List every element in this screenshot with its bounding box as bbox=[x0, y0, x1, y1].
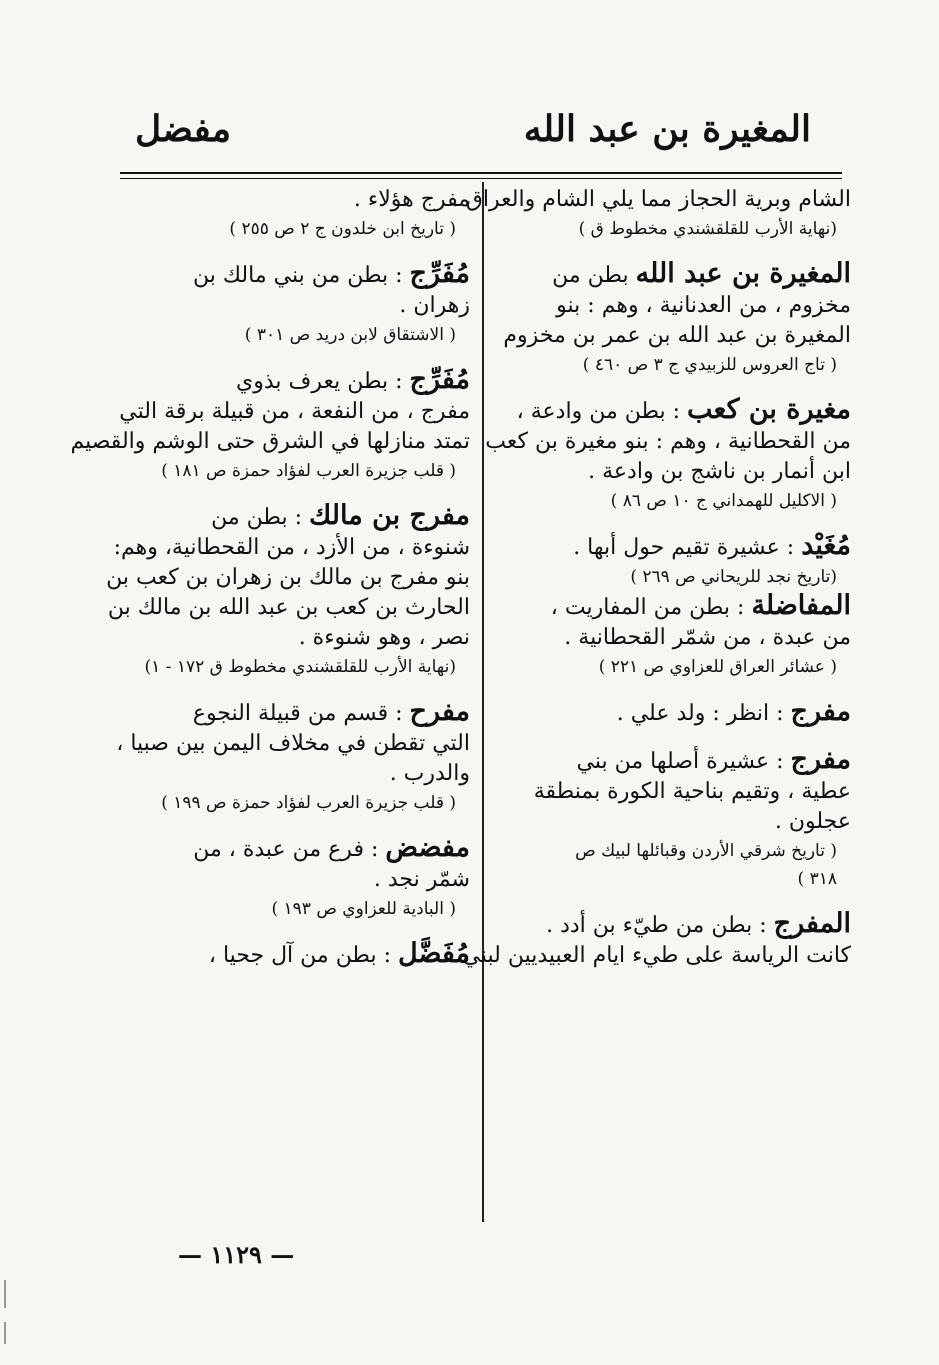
source-citation: ( عشائر العراق للعزاوي ص ٢٢١ ) bbox=[598, 657, 837, 677]
scan-edge-mark bbox=[4, 1280, 6, 1308]
spacer bbox=[120, 485, 470, 501]
spacer bbox=[501, 893, 851, 909]
entry-line bbox=[501, 697, 851, 729]
entry-headword: مفرج bbox=[790, 696, 851, 727]
entry-line bbox=[501, 531, 851, 563]
entry-text: : بطن من بني مالك بن bbox=[193, 263, 403, 288]
entry-text: : بطن من المفاريت ، bbox=[550, 595, 745, 620]
entry-line bbox=[501, 909, 851, 941]
spacer bbox=[120, 923, 470, 939]
text-line: الحارث بن كعب بن عبد الله بن مالك بن bbox=[107, 595, 470, 620]
text-line: عطية ، وتقيم بناحية الكورة بمنطقة bbox=[533, 779, 851, 804]
source-citation: ( الاكليل للهمداني ج ١٠ ص ٨٦ ) bbox=[610, 491, 837, 511]
source-citation: ( قلب جزيرة العرب لفؤاد حمزة ص ١٩٩ ) bbox=[161, 793, 456, 813]
entry-text: : بطن من طيّء بن أدد . bbox=[546, 913, 767, 938]
header-rule-thin bbox=[120, 178, 842, 179]
entry-headword: مُغَيْد bbox=[801, 530, 851, 561]
right-column bbox=[451, 185, 851, 971]
spacer bbox=[501, 515, 851, 531]
text-line: المغيرة بن عبد الله بن عمر بن مخزوم bbox=[503, 323, 851, 348]
entry-line bbox=[501, 395, 851, 427]
text-line: مفرج ، من النفعة ، من قبيلة برقة التي bbox=[119, 399, 470, 424]
entry-headword: المفاضلة bbox=[751, 590, 851, 621]
text-line: بنو مفرج بن مالك بن زهران بن كعب بن bbox=[106, 565, 470, 590]
spacer bbox=[501, 379, 851, 395]
entry-headword: مغيرة بن كعب bbox=[687, 394, 851, 425]
entry-line bbox=[120, 697, 470, 729]
source-citation: (نهاية الأرب للقلقشندي مخطوط ق ) bbox=[578, 219, 837, 239]
entry-headword: المفرج bbox=[773, 908, 851, 939]
entry-text: : فرع من عبدة ، من bbox=[193, 837, 379, 862]
source-citation: ٣١٨ ) bbox=[797, 869, 837, 889]
entry-line bbox=[501, 591, 851, 623]
entry-text: : عشيرة أصلها من بني bbox=[576, 749, 784, 774]
entry-text: : قسم من قبيلة النجوع bbox=[192, 701, 403, 726]
running-head-right: المغيرة بن عبد الله bbox=[523, 108, 811, 150]
entry-text: : بطن من آل جحيا ، bbox=[208, 943, 392, 968]
entry-headword: مفضض bbox=[385, 832, 470, 863]
source-citation: ( تاريخ شرقي الأردن وقبائلها لبيك ص bbox=[575, 841, 837, 861]
left-column bbox=[70, 185, 470, 971]
text-line: عجلون . bbox=[774, 809, 851, 834]
source-citation: (تاريخ نجد للريحاني ص ٢٦٩ ) bbox=[630, 567, 837, 587]
text-line: التي تقطن في مخلاف اليمن بين صبيا ، bbox=[116, 731, 470, 756]
entry-line bbox=[120, 365, 470, 397]
text-line: من القحطانية ، وهم : بنو مغيرة بن كعب bbox=[485, 429, 851, 454]
spacer bbox=[120, 681, 470, 697]
spacer bbox=[501, 243, 851, 259]
entry-headword: مفرج بن مالك bbox=[309, 500, 470, 531]
text-line: ابن أنمار بن ناشج بن وادعة . bbox=[588, 459, 851, 484]
source-citation: ( قلب جزيرة العرب لفؤاد حمزة ص ١٨١ ) bbox=[161, 461, 456, 481]
source-citation: ( تاج العروس للزبيدي ج ٣ ص ٤٦٠ ) bbox=[582, 355, 837, 375]
entry-line bbox=[120, 501, 470, 533]
source-citation: ( تاريخ ابن خلدون ج ٢ ص ٢٥٥ ) bbox=[229, 219, 456, 239]
text-line: شنوءة ، من الأزد ، من القحطانية، وهم: bbox=[113, 535, 470, 560]
source-citation: (نهاية الأرب للقلقشندي مخطوط ق ١٧٢ - ١) bbox=[144, 657, 456, 677]
header-rule-thick bbox=[120, 172, 842, 174]
spacer bbox=[120, 817, 470, 833]
text-line: مفرج هؤلاء . bbox=[353, 187, 470, 212]
entry-line bbox=[501, 259, 851, 291]
entry-headword: مفرح bbox=[409, 696, 470, 727]
scan-edge-mark bbox=[4, 1322, 6, 1344]
text-line: من عبدة ، من شمّر القحطانية . bbox=[564, 625, 851, 650]
spacer bbox=[501, 729, 851, 745]
spacer bbox=[120, 349, 470, 365]
entry-headword: مُفَضَّل bbox=[398, 938, 470, 969]
entry-text: : عشيرة تقيم حول أبها . bbox=[573, 535, 795, 560]
entry-text: : بطن يعرف بذوي bbox=[236, 369, 403, 394]
entry-line bbox=[501, 745, 851, 777]
entry-line bbox=[120, 939, 470, 971]
text-line: والدرب . bbox=[389, 761, 470, 786]
page-number: — ١١٢٩ — bbox=[178, 1240, 295, 1269]
entry-line bbox=[120, 833, 470, 865]
source-citation: ( البادية للعزاوي ص ١٩٣ ) bbox=[271, 899, 456, 919]
text-line: شمّر نجد . bbox=[373, 867, 470, 892]
entry-headword: مُفَرِّج bbox=[409, 258, 470, 289]
text-line: زهران . bbox=[399, 293, 470, 318]
entry-text: : بطن من bbox=[211, 505, 302, 530]
column-divider bbox=[482, 182, 484, 1222]
text-line: مخزوم ، من العدنانية ، وهم : بنو bbox=[556, 293, 851, 318]
text-line: نصر ، وهو شنوءة . bbox=[298, 625, 470, 650]
entry-line bbox=[120, 259, 470, 291]
entry-headword: مُفَرِّج bbox=[409, 364, 470, 395]
entry-text: : بطن من وادعة ، bbox=[516, 399, 681, 424]
spacer bbox=[120, 243, 470, 259]
entry-headword: المغيرة بن عبد الله bbox=[635, 258, 851, 289]
text-line: كانت الرياسة على طيء ايام العبيديين لبني bbox=[462, 943, 851, 968]
spacer bbox=[501, 681, 851, 697]
entry-text: بطن من bbox=[552, 263, 629, 288]
text-line: الشام وبرية الحجاز مما يلي الشام والعراق . bbox=[451, 187, 851, 212]
entry-headword: مفرج bbox=[790, 744, 851, 775]
source-citation: ( الاشتقاق لابن دريد ص ٣٠١ ) bbox=[244, 325, 456, 345]
entry-text: : انظر : ولد علي . bbox=[616, 701, 784, 726]
text-line: تمتد منازلها في الشرق حتى الوشم والقصيم bbox=[70, 429, 470, 454]
running-head-left: مفضل bbox=[135, 108, 231, 150]
